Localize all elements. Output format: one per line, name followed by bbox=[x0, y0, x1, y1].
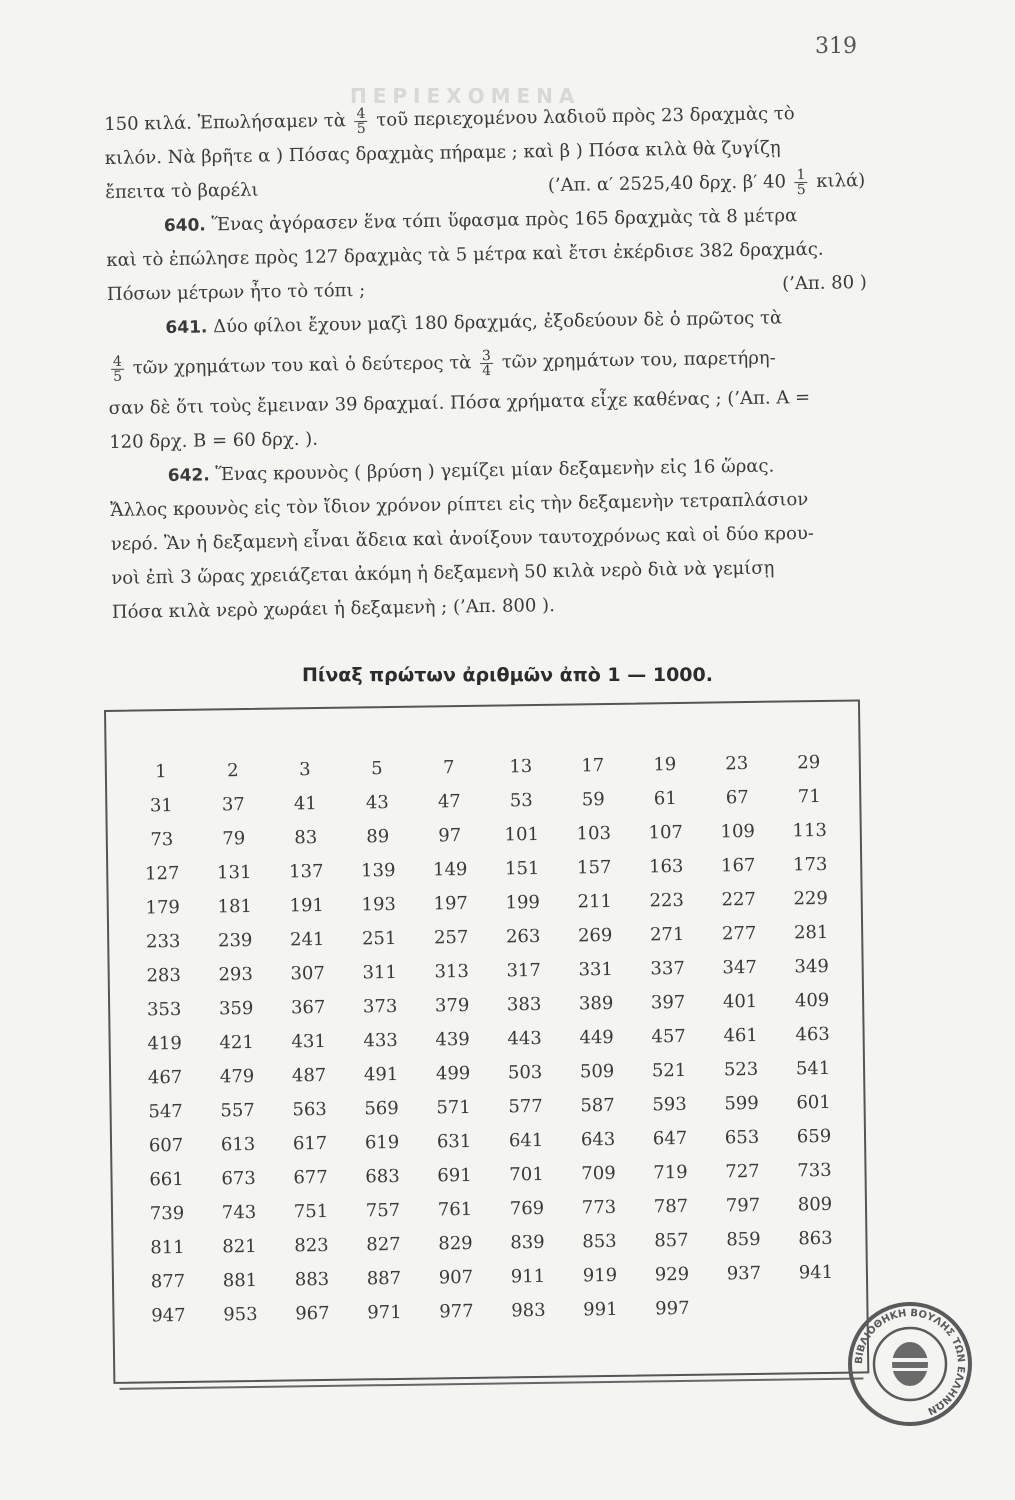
problem-639-line-2: κιλόν. Νὰ βρῆτε α ) Πόσας δραχμὰς πήραμε ; καὶ β ) Πόσα κιλὰ θὰ ζυγίζῃ bbox=[104, 137, 781, 169]
prime-cell: 593 bbox=[652, 1093, 687, 1116]
prime-cell: 877 bbox=[150, 1270, 186, 1293]
prime-cell: 127 bbox=[144, 862, 180, 885]
problem-642-line-4: νοὶ ἐπὶ 3 ὥρας χρειάζεται ἀκόμη ἡ δεξαμενὴ 50 κιλὰ νερὸ διὰ νὰ γεμίσῃ bbox=[111, 557, 775, 589]
fraction-denominator: 5 bbox=[796, 181, 806, 198]
prime-cell: 241 bbox=[289, 928, 325, 951]
prime-cell: 163 bbox=[648, 855, 684, 878]
prime-cell: 937 bbox=[726, 1262, 762, 1285]
prime-cell: 31 bbox=[149, 795, 173, 817]
page-number: 319 bbox=[815, 34, 857, 59]
prime-cell: 499 bbox=[435, 1062, 471, 1085]
prime-cell: 5 bbox=[370, 758, 383, 780]
prime-cell: 487 bbox=[291, 1064, 327, 1087]
prime-cell: 383 bbox=[506, 993, 542, 1016]
prime-cell: 857 bbox=[654, 1229, 689, 1252]
prime-cell bbox=[780, 1290, 852, 1325]
text-run: τῶν χρημάτων του, παρετήρη- bbox=[501, 347, 776, 373]
prime-cell: 709 bbox=[581, 1162, 616, 1185]
prime-cell: 137 bbox=[288, 860, 324, 883]
prime-cell: 211 bbox=[577, 890, 613, 913]
library-stamp bbox=[846, 1300, 974, 1428]
prime-cell: 971 bbox=[367, 1301, 402, 1324]
prime-cell: 227 bbox=[721, 888, 757, 911]
prime-cell: 823 bbox=[294, 1234, 329, 1257]
problems-text bbox=[104, 96, 872, 630]
answer: (’Απ. 80 ) bbox=[782, 272, 868, 295]
prime-cell: 421 bbox=[219, 1031, 254, 1054]
prime-cell: 223 bbox=[649, 889, 685, 912]
fraction bbox=[794, 167, 807, 196]
prime-cell: 661 bbox=[149, 1168, 184, 1191]
fraction-numerator: 4 bbox=[112, 353, 123, 370]
prime-cell: 149 bbox=[432, 858, 468, 881]
prime-cell: 89 bbox=[366, 826, 390, 848]
prime-cell: 827 bbox=[366, 1233, 401, 1256]
text-run: τοῦ περιεχομένου λαδιοῦ πρὸς 23 δραχμὰς τὸ bbox=[376, 103, 795, 131]
prime-cell: 257 bbox=[433, 926, 469, 949]
prime-cell: 569 bbox=[364, 1097, 399, 1120]
prime-cell: 317 bbox=[506, 959, 541, 982]
prime-cell: 881 bbox=[222, 1269, 258, 1292]
prime-cell: 307 bbox=[290, 962, 326, 985]
fraction-denominator: 4 bbox=[482, 362, 492, 379]
prime-cell: 107 bbox=[648, 821, 684, 844]
prime-cell: 349 bbox=[794, 955, 829, 978]
prime-cell: 941 bbox=[798, 1261, 834, 1284]
prime-cell bbox=[708, 1291, 780, 1326]
prime-cell: 229 bbox=[793, 887, 829, 910]
problem-641-line-4: 120 δρχ. Β = 60 δρχ. ). bbox=[109, 428, 319, 453]
prime-cell: 373 bbox=[362, 995, 398, 1018]
prime-cell: 151 bbox=[504, 857, 540, 880]
prime-cell: 337 bbox=[650, 957, 685, 980]
prime-cell: 947 bbox=[151, 1304, 186, 1327]
prime-cell: 41 bbox=[293, 793, 317, 815]
prime-cell: 659 bbox=[796, 1125, 832, 1148]
prime-cell: 911 bbox=[510, 1265, 546, 1288]
text-run: κιλά) bbox=[816, 170, 866, 192]
problem-642-line-5: Πόσα κιλὰ νερὸ χωράει ἡ δεξαμενὴ ; (’Απ. 800 ). bbox=[111, 594, 556, 623]
prime-cell: 283 bbox=[146, 964, 182, 987]
prime-cell: 71 bbox=[797, 786, 821, 808]
prime-cell: 359 bbox=[218, 997, 254, 1020]
problem-number: 640. bbox=[163, 215, 206, 237]
prime-cell: 839 bbox=[510, 1231, 545, 1254]
prime-cell: 181 bbox=[217, 895, 253, 918]
prime-cell: 719 bbox=[653, 1161, 688, 1184]
stamp-emblem bbox=[892, 1342, 928, 1386]
prime-cell: 509 bbox=[579, 1060, 615, 1083]
prime-cell: 293 bbox=[218, 963, 254, 986]
prime-cell: 547 bbox=[148, 1100, 183, 1123]
prime-cell: 577 bbox=[508, 1095, 543, 1118]
prime-cell: 613 bbox=[220, 1133, 256, 1156]
prime-cell: 541 bbox=[795, 1057, 831, 1080]
prime-cell: 1 bbox=[154, 761, 167, 783]
prime-cell: 61 bbox=[653, 788, 677, 810]
problem-number: 641. bbox=[165, 317, 208, 339]
prime-cell: 701 bbox=[509, 1163, 544, 1186]
prime-cell: 743 bbox=[221, 1201, 257, 1224]
primes-table bbox=[104, 699, 869, 1383]
prime-cell: 739 bbox=[149, 1202, 185, 1225]
prime-cell: 557 bbox=[220, 1099, 255, 1122]
primes-grid bbox=[125, 746, 853, 1334]
prime-cell: 251 bbox=[361, 927, 397, 950]
prime-cell: 607 bbox=[148, 1134, 184, 1157]
text-run: Πόσων μέτρων ἦτο τὸ τόπι ; bbox=[106, 279, 366, 305]
prime-cell: 199 bbox=[505, 891, 541, 914]
prime-cell: 113 bbox=[792, 819, 828, 842]
prime-cell: 73 bbox=[150, 829, 174, 851]
prime-cell: 59 bbox=[581, 789, 605, 811]
prime-cell: 313 bbox=[434, 960, 470, 983]
problem-number: 642. bbox=[167, 465, 210, 487]
prime-cell: 463 bbox=[795, 1023, 830, 1046]
prime-cell: 953 bbox=[223, 1303, 258, 1326]
prime-cell: 167 bbox=[720, 854, 756, 877]
prime-cell: 311 bbox=[362, 961, 398, 984]
prime-cell: 397 bbox=[650, 991, 686, 1014]
fraction-numerator: 1 bbox=[796, 166, 806, 183]
prime-cell: 23 bbox=[725, 753, 749, 775]
prime-cell: 907 bbox=[438, 1266, 474, 1289]
prime-cell: 859 bbox=[726, 1228, 761, 1251]
prime-cell: 431 bbox=[291, 1030, 326, 1053]
prime-cell: 281 bbox=[793, 921, 829, 944]
prime-cell: 193 bbox=[361, 893, 397, 916]
prime-cell: 457 bbox=[651, 1025, 686, 1048]
prime-cell: 983 bbox=[511, 1299, 546, 1322]
prime-cell: 883 bbox=[294, 1268, 330, 1291]
prime-cell: 521 bbox=[651, 1059, 687, 1082]
prime-cell: 563 bbox=[292, 1098, 327, 1121]
prime-cell: 491 bbox=[363, 1063, 399, 1086]
text-run: Ἕνας ἀγόρασεν ἕνα τόπι ὕφασμα πρὸς 165 δραχμὰς τὰ 8 μέτρα bbox=[211, 205, 798, 236]
prime-cell: 619 bbox=[364, 1131, 400, 1154]
prime-cell: 157 bbox=[576, 856, 612, 879]
prime-cell: 269 bbox=[577, 924, 613, 947]
prime-cell: 347 bbox=[722, 956, 757, 979]
prime-cell: 179 bbox=[145, 896, 181, 919]
prime-cell: 797 bbox=[725, 1194, 761, 1217]
prime-cell: 461 bbox=[723, 1024, 758, 1047]
prime-cell: 977 bbox=[439, 1300, 474, 1323]
prime-cell: 401 bbox=[722, 990, 758, 1013]
prime-cell: 173 bbox=[792, 853, 828, 876]
prime-cell: 433 bbox=[363, 1029, 398, 1052]
text-run: Δύο φίλοι ἔχουν μαζὶ 180 δραχμάς, ἐξοδεύουν δὲ ὁ πρῶτος τὰ bbox=[212, 307, 783, 338]
problem-642-line-2: Ἄλλος κρουνὸς εἰς τὸν ἴδιον χρόνον ρίπτει εἰς τὴν δεξαμενὴν τετραπλάσιον bbox=[110, 488, 809, 521]
prime-cell: 811 bbox=[150, 1236, 185, 1259]
prime-cell: 239 bbox=[217, 929, 253, 952]
prime-cell: 631 bbox=[436, 1130, 472, 1153]
prime-cell: 367 bbox=[290, 996, 326, 1019]
prime-cell: 353 bbox=[146, 998, 182, 1021]
prime-cell: 419 bbox=[147, 1032, 182, 1055]
prime-cell: 853 bbox=[582, 1230, 617, 1253]
prime-cell: 503 bbox=[507, 1061, 543, 1084]
prime-cell: 83 bbox=[294, 827, 318, 849]
prime-cell: 53 bbox=[509, 790, 533, 812]
prime-cell: 523 bbox=[723, 1058, 759, 1081]
prime-cell: 101 bbox=[504, 823, 540, 846]
fraction bbox=[480, 348, 493, 377]
prime-cell: 677 bbox=[293, 1166, 328, 1189]
prime-cell: 37 bbox=[221, 794, 245, 816]
prime-cell: 727 bbox=[725, 1160, 760, 1183]
prime-cell: 673 bbox=[221, 1167, 256, 1190]
fraction bbox=[111, 354, 124, 383]
prime-cell: 47 bbox=[437, 791, 461, 813]
prime-cell: 733 bbox=[797, 1159, 832, 1182]
prime-cell: 773 bbox=[581, 1196, 617, 1219]
prime-cell: 467 bbox=[147, 1066, 183, 1089]
prime-cell: 3 bbox=[298, 759, 311, 781]
prime-cell: 67 bbox=[725, 787, 749, 809]
problem-640-line-2: καὶ τὸ ἐπώλησε πρὸς 127 δραχμὰς τὰ 5 μέτρα καὶ ἔτσι ἐκέρδισε 382 δραχμάς. bbox=[106, 238, 824, 271]
prime-cell: 991 bbox=[583, 1298, 618, 1321]
prime-cell: 683 bbox=[365, 1165, 400, 1188]
prime-cell: 263 bbox=[505, 925, 541, 948]
prime-cell: 79 bbox=[222, 828, 246, 850]
fraction-denominator: 5 bbox=[356, 120, 366, 137]
text-run: ἔπειτα τὸ βαρέλι bbox=[105, 179, 259, 203]
prime-cell: 2 bbox=[226, 760, 239, 782]
prime-cell: 653 bbox=[724, 1126, 760, 1149]
prime-cell: 691 bbox=[437, 1164, 472, 1187]
stamp-text: ΒΙΒΛΙΟΘΗΚΗ ΒΟΥΛΗΣ ΤΩΝ ΕΛΛΗΝΩΝ bbox=[853, 1307, 967, 1417]
problem-642-line-3: νερό. Ἂν ἡ δεξαμενὴ εἶναι ἄδεια καὶ ἀνοίξουν ταυτοχρόνως καὶ οἱ δύο κρου- bbox=[110, 522, 815, 555]
prime-cell: 409 bbox=[794, 989, 830, 1012]
prime-cell: 929 bbox=[654, 1263, 690, 1286]
text-run: τῶν χρημάτων του καὶ ὁ δεύτερος τὰ bbox=[132, 352, 472, 379]
prime-cell: 17 bbox=[581, 755, 605, 777]
prime-cell: 191 bbox=[289, 894, 325, 917]
prime-cell: 233 bbox=[145, 930, 181, 953]
faded-header: ΠΕΡΙΕΧΟΜΕΝΑ bbox=[350, 84, 581, 108]
prime-cell: 787 bbox=[653, 1195, 689, 1218]
prime-cell: 13 bbox=[509, 756, 533, 778]
problem-641-line-3: σαν δὲ ὅτι τοὺς ἔμειναν 39 δραχμαί. Πόσα χρήματα εἶχε καθένας ; (’Απ. Α = bbox=[108, 386, 811, 419]
prime-cell: 829 bbox=[438, 1232, 473, 1255]
prime-cell: 997 bbox=[655, 1297, 690, 1320]
prime-cell: 331 bbox=[578, 958, 613, 981]
prime-cell: 197 bbox=[433, 892, 469, 915]
prime-cell: 103 bbox=[576, 822, 612, 845]
prime-cell: 757 bbox=[365, 1199, 401, 1222]
prime-cell: 277 bbox=[721, 922, 757, 945]
prime-cell: 919 bbox=[582, 1264, 618, 1287]
prime-cell: 479 bbox=[219, 1065, 255, 1088]
prime-cell: 97 bbox=[438, 825, 462, 847]
prime-cell: 271 bbox=[649, 923, 685, 946]
prime-cell: 7 bbox=[442, 757, 455, 779]
prime-cell: 139 bbox=[360, 859, 396, 882]
fraction-numerator: 4 bbox=[356, 105, 366, 122]
text-run: (’Απ. α′ 2525,40 δρχ. β′ 40 bbox=[547, 171, 787, 197]
prime-cell: 647 bbox=[652, 1127, 688, 1150]
prime-cell: 887 bbox=[366, 1267, 402, 1290]
prime-cell: 109 bbox=[720, 820, 756, 843]
prime-cell: 769 bbox=[509, 1197, 545, 1220]
prime-cell: 439 bbox=[435, 1028, 470, 1051]
prime-cell: 761 bbox=[437, 1198, 473, 1221]
prime-cell: 751 bbox=[293, 1200, 329, 1223]
prime-cell: 19 bbox=[653, 754, 677, 776]
prime-cell: 643 bbox=[580, 1128, 616, 1151]
text-run: 150 κιλά. Ἐπωλήσαμεν τὰ bbox=[104, 110, 347, 135]
primes-table-title: Πίναξ πρώτων ἀριθμῶν ἀπὸ 1 — 1000. bbox=[302, 664, 713, 686]
prime-cell: 617 bbox=[292, 1132, 328, 1155]
prime-cell: 967 bbox=[295, 1302, 330, 1325]
prime-cell: 863 bbox=[798, 1227, 833, 1250]
prime-cell: 821 bbox=[222, 1235, 257, 1258]
prime-cell: 443 bbox=[507, 1027, 542, 1050]
prime-cell: 29 bbox=[797, 752, 821, 774]
prime-cell: 587 bbox=[580, 1094, 615, 1117]
prime-cell: 449 bbox=[579, 1026, 614, 1049]
fraction-denominator: 5 bbox=[113, 368, 123, 385]
prime-cell: 43 bbox=[365, 792, 389, 814]
answer bbox=[548, 164, 866, 203]
prime-cell: 641 bbox=[508, 1129, 544, 1152]
prime-cell: 389 bbox=[578, 992, 614, 1015]
prime-cell: 601 bbox=[796, 1091, 831, 1114]
prime-cell: 599 bbox=[724, 1092, 759, 1115]
prime-cell: 809 bbox=[797, 1193, 833, 1216]
prime-cell: 571 bbox=[436, 1096, 471, 1119]
prime-cell: 379 bbox=[434, 994, 470, 1017]
fraction bbox=[354, 106, 367, 135]
text-run: Ἕνας κρουνὸς ( βρύση ) γεμίζει μίαν δεξαμενὴν εἰς 16 ὥρας. bbox=[215, 455, 775, 486]
fraction-numerator: 3 bbox=[481, 347, 492, 364]
prime-cell: 131 bbox=[216, 861, 252, 884]
